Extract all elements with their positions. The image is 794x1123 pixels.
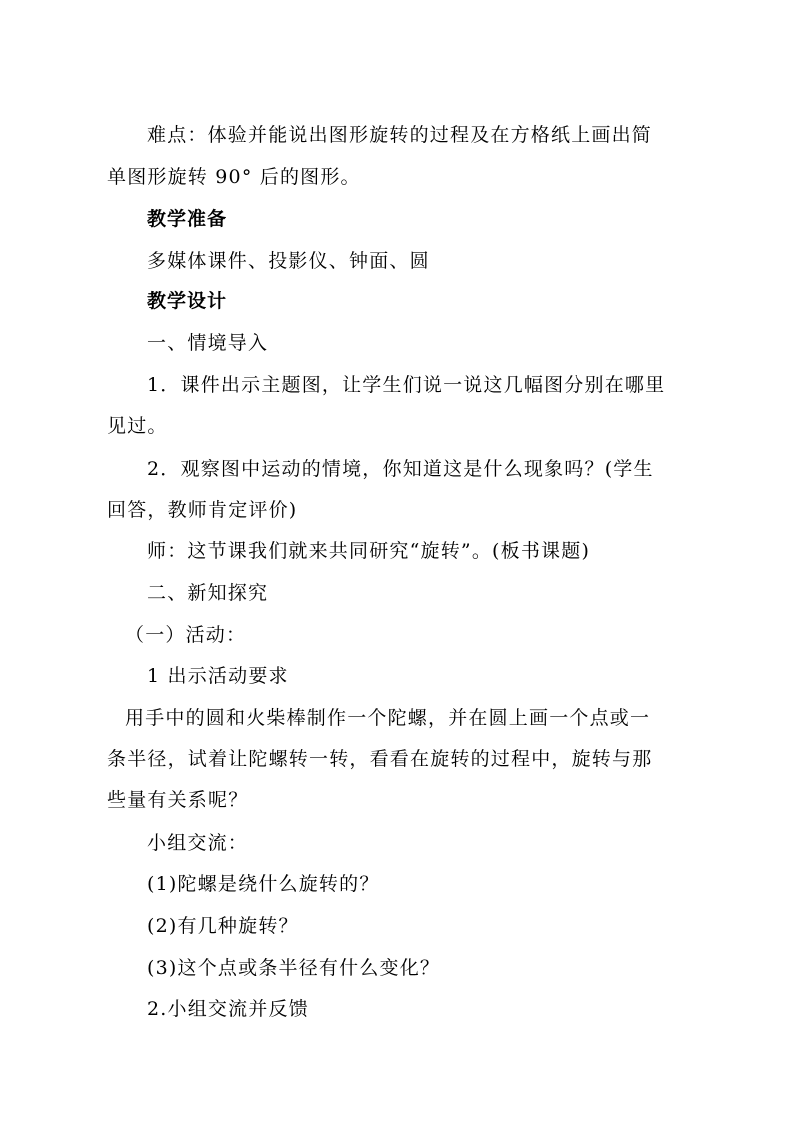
paragraph-group-feedback: 2.小组交流并反馈 xyxy=(147,998,309,1020)
paragraph-activity-requirements: 1 出示活动要求 xyxy=(147,665,289,687)
section-introduction: 一、情境导入 xyxy=(147,332,269,354)
paragraph-difficulty: 难点：体验并能说出图形旋转的过程及在方格纸上画出简 xyxy=(147,124,653,146)
paragraph-group-discussion: 小组交流： xyxy=(147,832,249,854)
subsection-activity: （一）活动： xyxy=(125,624,247,646)
heading-teaching-design: 教学设计 xyxy=(147,290,228,312)
section-new-knowledge: 二、新知探究 xyxy=(147,582,269,604)
paragraph-teacher: 师：这节课我们就来共同研究“旋转”。(板书课题) xyxy=(147,540,591,562)
paragraph-activity-description-cont-1: 条半径，试着让陀螺转一转，看看在旋转的过程中，旋转与那 xyxy=(107,748,653,770)
paragraph-step-1: 1．课件出示主题图，让学生们说一说这几幅图分别在哪里 xyxy=(147,374,666,396)
paragraph-activity-description-cont-2: 些量有关系呢？ xyxy=(107,789,249,811)
list-item-question-2: (2)有几种旋转？ xyxy=(147,915,299,937)
paragraph-step-1-cont: 见过。 xyxy=(107,415,168,437)
paragraph-materials: 多媒体课件、投影仪、钟面、圆 xyxy=(147,250,430,272)
list-item-question-3: (3)这个点或条半径有什么变化？ xyxy=(147,957,441,979)
list-item-question-1: (1)陀螺是绕什么旋转的？ xyxy=(147,873,380,895)
paragraph-difficulty-cont: 单图形旋转 90° 后的图形。 xyxy=(107,166,361,188)
paragraph-step-2: 2．观察图中运动的情境，你知道这是什么现象吗？(学生 xyxy=(147,458,654,480)
heading-teaching-preparation: 教学准备 xyxy=(147,208,228,230)
paragraph-activity-description: 用手中的圆和火柴棒制作一个陀螺，并在圆上画一个点或一 xyxy=(125,707,651,729)
paragraph-step-2-cont: 回答，教师肯定评价) xyxy=(107,499,298,521)
